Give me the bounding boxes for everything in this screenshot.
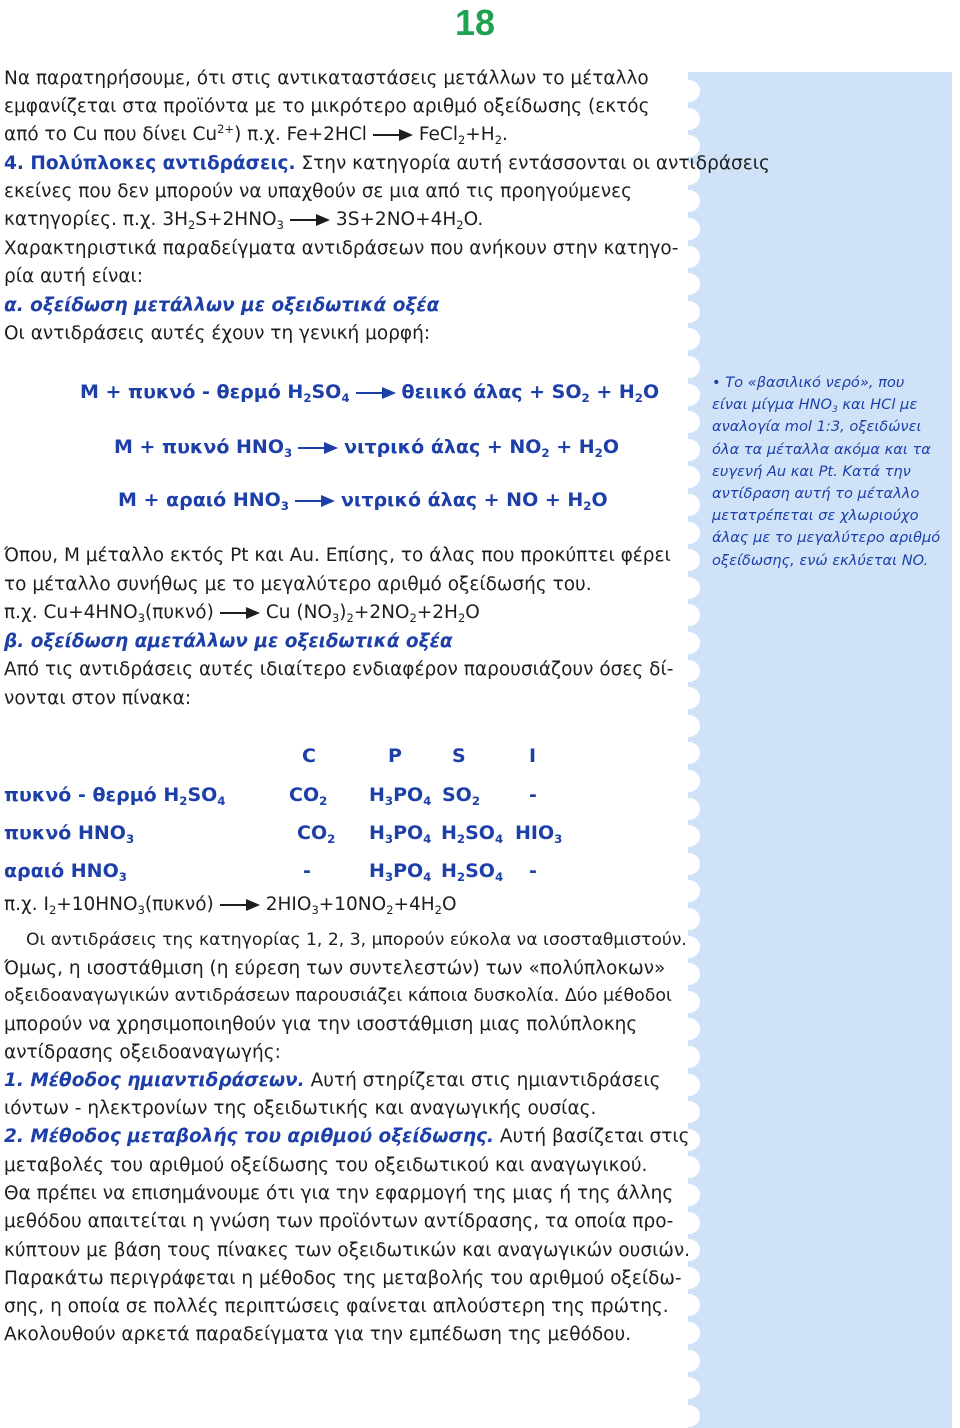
equation-1	[80, 381, 660, 406]
example-line	[4, 894, 457, 915]
text: π.χ. Cu+4HNO	[4, 602, 138, 623]
binder-hole	[678, 108, 700, 130]
binder-hole	[678, 1350, 700, 1372]
binder-hole	[678, 494, 700, 516]
section-4-line	[4, 153, 770, 174]
paragraph-line: μπορούν να χρησιμοποιηθούν για την ισοστάθμιση μιας πολύπλοκης	[4, 1014, 638, 1035]
text: Αυτή βασίζεται στις	[494, 1126, 690, 1147]
subscript: 2	[434, 903, 442, 917]
subscript: 2	[48, 903, 57, 917]
reaction-arrow-icon	[356, 387, 396, 399]
equation-3	[118, 489, 608, 514]
text: (πυκνό)	[145, 602, 214, 623]
text: M + αραιό HNO	[118, 489, 281, 511]
side-note-line: αναλογία mol 1:3, οξειδώνει	[712, 418, 922, 436]
subscript: 2	[409, 611, 417, 625]
subscript: 4	[341, 391, 350, 406]
table-cell-c: -	[303, 860, 311, 882]
method-heading: 1. Μέθοδος ημιαντιδράσεων.	[4, 1070, 305, 1091]
paragraph-line	[4, 124, 508, 145]
binder-hole	[678, 1322, 700, 1344]
paragraph-line: Οι αντιδράσεις της κατηγορίας 1, 2, 3, μπορούν εύκολα να ισοσταθμιστούν.	[26, 930, 687, 950]
binder-hole	[678, 218, 700, 240]
text: +4H	[393, 894, 435, 915]
subscript: 2	[457, 133, 466, 147]
text: SO	[311, 381, 342, 403]
paragraph-line: Όπου, M μέταλλο εκτός Pt και Au. Επίσης, το άλας που προκύπτει φέρει	[4, 545, 671, 566]
table-cell-c: $CO_2$	[289, 784, 328, 809]
text: + H	[589, 381, 635, 403]
text: Cu (NO	[265, 602, 332, 623]
text: +H	[465, 124, 495, 145]
subscript: 2	[386, 903, 394, 917]
text: .	[501, 124, 508, 145]
binder-hole	[678, 908, 700, 930]
table-row-label: αραιό $HNO_3$	[4, 860, 127, 885]
subscript: 3	[137, 903, 145, 917]
side-note-line: Το «βασιλικό νερό», που	[720, 374, 905, 391]
binder-hole	[678, 1405, 700, 1427]
text: +10HNO	[56, 894, 138, 915]
binder-hole	[678, 80, 700, 102]
binder-hole	[678, 825, 700, 847]
binder-hole	[678, 770, 700, 792]
table-cell-p: $H_3PO_4$	[369, 860, 432, 885]
text: (πυκνό)	[144, 894, 214, 915]
side-note	[712, 372, 958, 572]
section-heading: 4. Πολύπλοκες αντιδράσεις.	[4, 153, 296, 174]
binder-hole	[678, 1294, 700, 1316]
reaction-arrow-icon	[373, 129, 413, 141]
table-cell-c: $CO_2$	[297, 822, 336, 847]
text: νιτρικό άλας + NO + H	[340, 489, 584, 511]
binder-hole	[678, 522, 700, 544]
binder-hole	[678, 660, 700, 682]
paragraph-line: κύπτουν με βάση τους πίνακες των οξειδωτικών και αναγωγικών ουσιών.	[4, 1240, 691, 1261]
binder-hole	[678, 356, 700, 378]
binder-hole	[678, 439, 700, 461]
side-note-line: όλα τα μέταλλα ακόμα και τα	[712, 440, 931, 458]
paragraph-line: Χαρακτηριστικά παραδείγματα αντιδράσεων που ανήκουν στην κατηγο-	[4, 238, 679, 259]
side-note-line: ευγενή Au και Pt. Κατά την	[712, 462, 911, 480]
example-line	[4, 602, 480, 623]
text: O	[441, 894, 457, 915]
binder-hole	[678, 1156, 700, 1178]
bullet: •	[712, 374, 721, 391]
table-cell-i: -	[529, 860, 537, 882]
binder-hole	[678, 742, 700, 764]
subscript: 2	[594, 446, 603, 461]
paragraph-line: μεθόδου απαιτείται η γνώση των προϊόντων αντίδρασης, τα οποία προ-	[4, 1211, 674, 1232]
subscript: 2	[583, 499, 592, 514]
subscript: 2	[456, 218, 464, 232]
text: O	[591, 489, 608, 511]
table-header-p: P	[388, 745, 402, 767]
subscript: 2	[541, 446, 550, 461]
paragraph-line: αντίδρασης οξειδοαναγωγής:	[4, 1042, 281, 1063]
binder-hole	[678, 549, 700, 571]
text: )	[339, 602, 347, 623]
table-header-i: I	[529, 745, 537, 767]
subscript: 2	[303, 391, 312, 406]
subscript: 2	[494, 133, 502, 147]
paragraph-line: Ακολουθούν αρκετά παραδείγματα για την εμπέδωση της μεθόδου.	[4, 1324, 632, 1345]
binder-hole	[678, 798, 700, 820]
binder-hole	[678, 853, 700, 875]
text: +10NO	[318, 894, 387, 915]
binder-hole	[678, 1184, 700, 1206]
paragraph-line: ιόντων - ηλεκτρονίων της οξειδωτικής και αναγωγικής ουσίας.	[4, 1098, 597, 1119]
binder-hole	[678, 1018, 700, 1040]
binder-hole	[678, 273, 700, 295]
paragraph-line: εμφανίζεται στα προϊόντα με το μικρότερο αριθμό οξείδωσης (εκτός	[4, 96, 650, 117]
text: π.χ. I	[4, 894, 49, 915]
text: νιτρικό άλας + NO	[344, 436, 542, 458]
reaction-arrow-icon	[298, 442, 338, 454]
paragraph-line	[4, 209, 483, 230]
paragraph-line: Όμως, η ισοστάθμιση (η εύρεση των συντελεστών) των «πολύπλοκων»	[4, 958, 666, 979]
binder-holes	[678, 80, 702, 1420]
binder-hole	[678, 466, 700, 488]
table-cell-s: $SO_2$	[442, 784, 481, 809]
subscript: 2	[581, 391, 590, 406]
side-note-line: είναι μίγμα HNO	[712, 396, 832, 414]
binder-hole	[678, 1212, 700, 1234]
subscript: 3	[280, 499, 289, 514]
reaction-arrow-icon	[295, 495, 335, 507]
side-note-line: μετατρέπεται σε χλωριούχο	[712, 507, 919, 525]
reaction-arrow-icon	[220, 899, 260, 911]
side-note-line: και HCl με	[837, 396, 918, 414]
binder-hole	[678, 411, 700, 433]
table-cell-p: $H_3PO_4$	[369, 784, 432, 809]
binder-hole	[678, 384, 700, 406]
subscript: 3	[137, 611, 145, 625]
text: από το Cu που δίνει Cu	[4, 124, 218, 145]
table-cell-i: -	[529, 784, 537, 806]
subscript: 3	[311, 903, 319, 917]
paragraph-line: Από τις αντιδράσεις αυτές ιδιαίτερο ενδιαφέρον παρουσιάζουν όσες δί-	[4, 659, 674, 680]
table-header-c: C	[302, 745, 316, 767]
text: +2NO	[353, 602, 410, 623]
subscript: 3	[332, 611, 340, 625]
text: + H	[549, 436, 595, 458]
table-cell-p: $H_3PO_4$	[369, 822, 432, 847]
text: +2H	[416, 602, 458, 623]
paragraph-line: εκείνες που δεν μπορούν να υπαχθούν σε μια από τις προηγούμενες	[4, 181, 632, 202]
table-row-label: πυκνό $HNO_3$	[4, 822, 135, 847]
table-cell-s: $H_2SO_4$	[441, 822, 504, 847]
text: S+2HNO	[195, 209, 277, 230]
paragraph-line: σης, η οποία σε πολλές περιπτώσεις φαίνεται απλούστερη της πρώτης.	[4, 1296, 669, 1317]
side-note-line: άλας με το μεγαλύτερο αριθμό	[712, 529, 941, 547]
equation-2	[114, 436, 620, 461]
text: θειικό άλας + SO	[401, 381, 582, 403]
binder-hole	[678, 991, 700, 1013]
table-header-s: S	[452, 745, 466, 767]
text: O.	[463, 209, 484, 230]
subscript: 2	[457, 611, 466, 625]
text: M + πυκνό - θερμό H	[80, 381, 304, 403]
table-cell-i: $HIO_3$	[515, 822, 563, 847]
binder-hole	[678, 1377, 700, 1399]
subscript: 3	[831, 405, 838, 416]
method-1-line	[4, 1070, 660, 1091]
text: Αυτή στηρίζεται στις ημιαντιδράσεις	[304, 1070, 661, 1091]
subscript: 3	[283, 446, 293, 461]
paragraph-line: μεταβολές του αριθμού οξείδωσης του οξειδωτικού και αναγωγικού.	[4, 1155, 648, 1176]
paragraph-line: Οι αντιδράσεις αυτές έχουν τη γενική μορφή:	[4, 323, 431, 344]
binder-hole	[678, 1046, 700, 1068]
subscript: 2	[346, 611, 354, 625]
binder-hole	[678, 632, 700, 654]
page-number: 18	[455, 2, 496, 43]
text: 2HIO	[265, 894, 312, 915]
text: O	[642, 381, 660, 403]
text: κατηγορίες. π.χ. 3H	[4, 209, 188, 230]
binder-hole	[678, 246, 700, 268]
paragraph-line: οξειδοαναγωγικών αντιδράσεων παρουσιάζει κάποια δυσκολία. Δύο μέθοδοι	[4, 986, 672, 1006]
reaction-arrow-icon	[290, 214, 330, 226]
binder-hole	[678, 1074, 700, 1096]
binder-hole	[678, 301, 700, 323]
side-note-line: αντίδραση αυτή το μέταλλο	[712, 485, 920, 503]
text: O	[602, 436, 620, 458]
subscript: 2	[188, 218, 196, 232]
paragraph-line: Θα πρέπει να επισημάνουμε ότι για την εφαρμογή της μιας ή της άλλης	[4, 1183, 674, 1204]
text: FeCl	[418, 124, 458, 145]
binder-hole	[678, 880, 700, 902]
method-2-line	[4, 1126, 690, 1147]
subsection-heading-b: β. οξείδωση αμετάλλων με οξειδωτικά οξέα	[4, 631, 453, 652]
binder-hole	[678, 687, 700, 709]
paragraph-line: ρία αυτή είναι:	[4, 266, 144, 287]
paragraph-line: το μέταλλο συνήθως με το μεγαλύτερο αριθμό οξείδωσής του.	[4, 574, 592, 595]
binder-hole	[678, 604, 700, 626]
binder-hole	[678, 190, 700, 212]
paragraph-line: νονται στον πίνακα:	[4, 688, 192, 709]
subsection-heading-a: α. οξείδωση μετάλλων με οξειδωτικά οξέα	[4, 295, 440, 316]
method-heading: 2. Μέθοδος μεταβολής του αριθμού οξείδωσης.	[4, 1126, 495, 1147]
binder-hole	[678, 963, 700, 985]
subscript: 3	[276, 218, 284, 232]
text: M + πυκνό HNO	[114, 436, 284, 458]
sidebar-panel	[688, 72, 952, 1428]
binder-hole	[678, 577, 700, 599]
table-cell-s: $H_2SO_4$	[441, 860, 504, 885]
paragraph-line: Να παρατηρήσουμε, ότι στις αντικαταστάσεις μετάλλων το μέταλλο	[4, 68, 649, 89]
text: 3S+2NO+4H	[335, 209, 457, 230]
text: O	[465, 602, 480, 623]
reaction-arrow-icon	[220, 607, 260, 619]
subscript: 2	[634, 391, 643, 406]
binder-hole	[678, 328, 700, 350]
superscript: 2+	[217, 122, 235, 137]
text: Στην κατηγορία αυτή εντάσσονται οι αντιδράσεις	[295, 153, 770, 174]
paragraph-line: Παρακάτω περιγράφεται η μέθοδος της μεταβολής του αριθμού οξείδω-	[4, 1268, 682, 1289]
binder-hole	[678, 715, 700, 737]
binder-hole	[678, 1101, 700, 1123]
side-note-line: οξείδωσης, ενώ εκλύεται NO.	[712, 551, 929, 569]
text: ) π.χ. Fe+2HCl	[234, 124, 367, 145]
table-row-label: πυκνό - θερμό $H_2SO_4$	[4, 784, 226, 809]
